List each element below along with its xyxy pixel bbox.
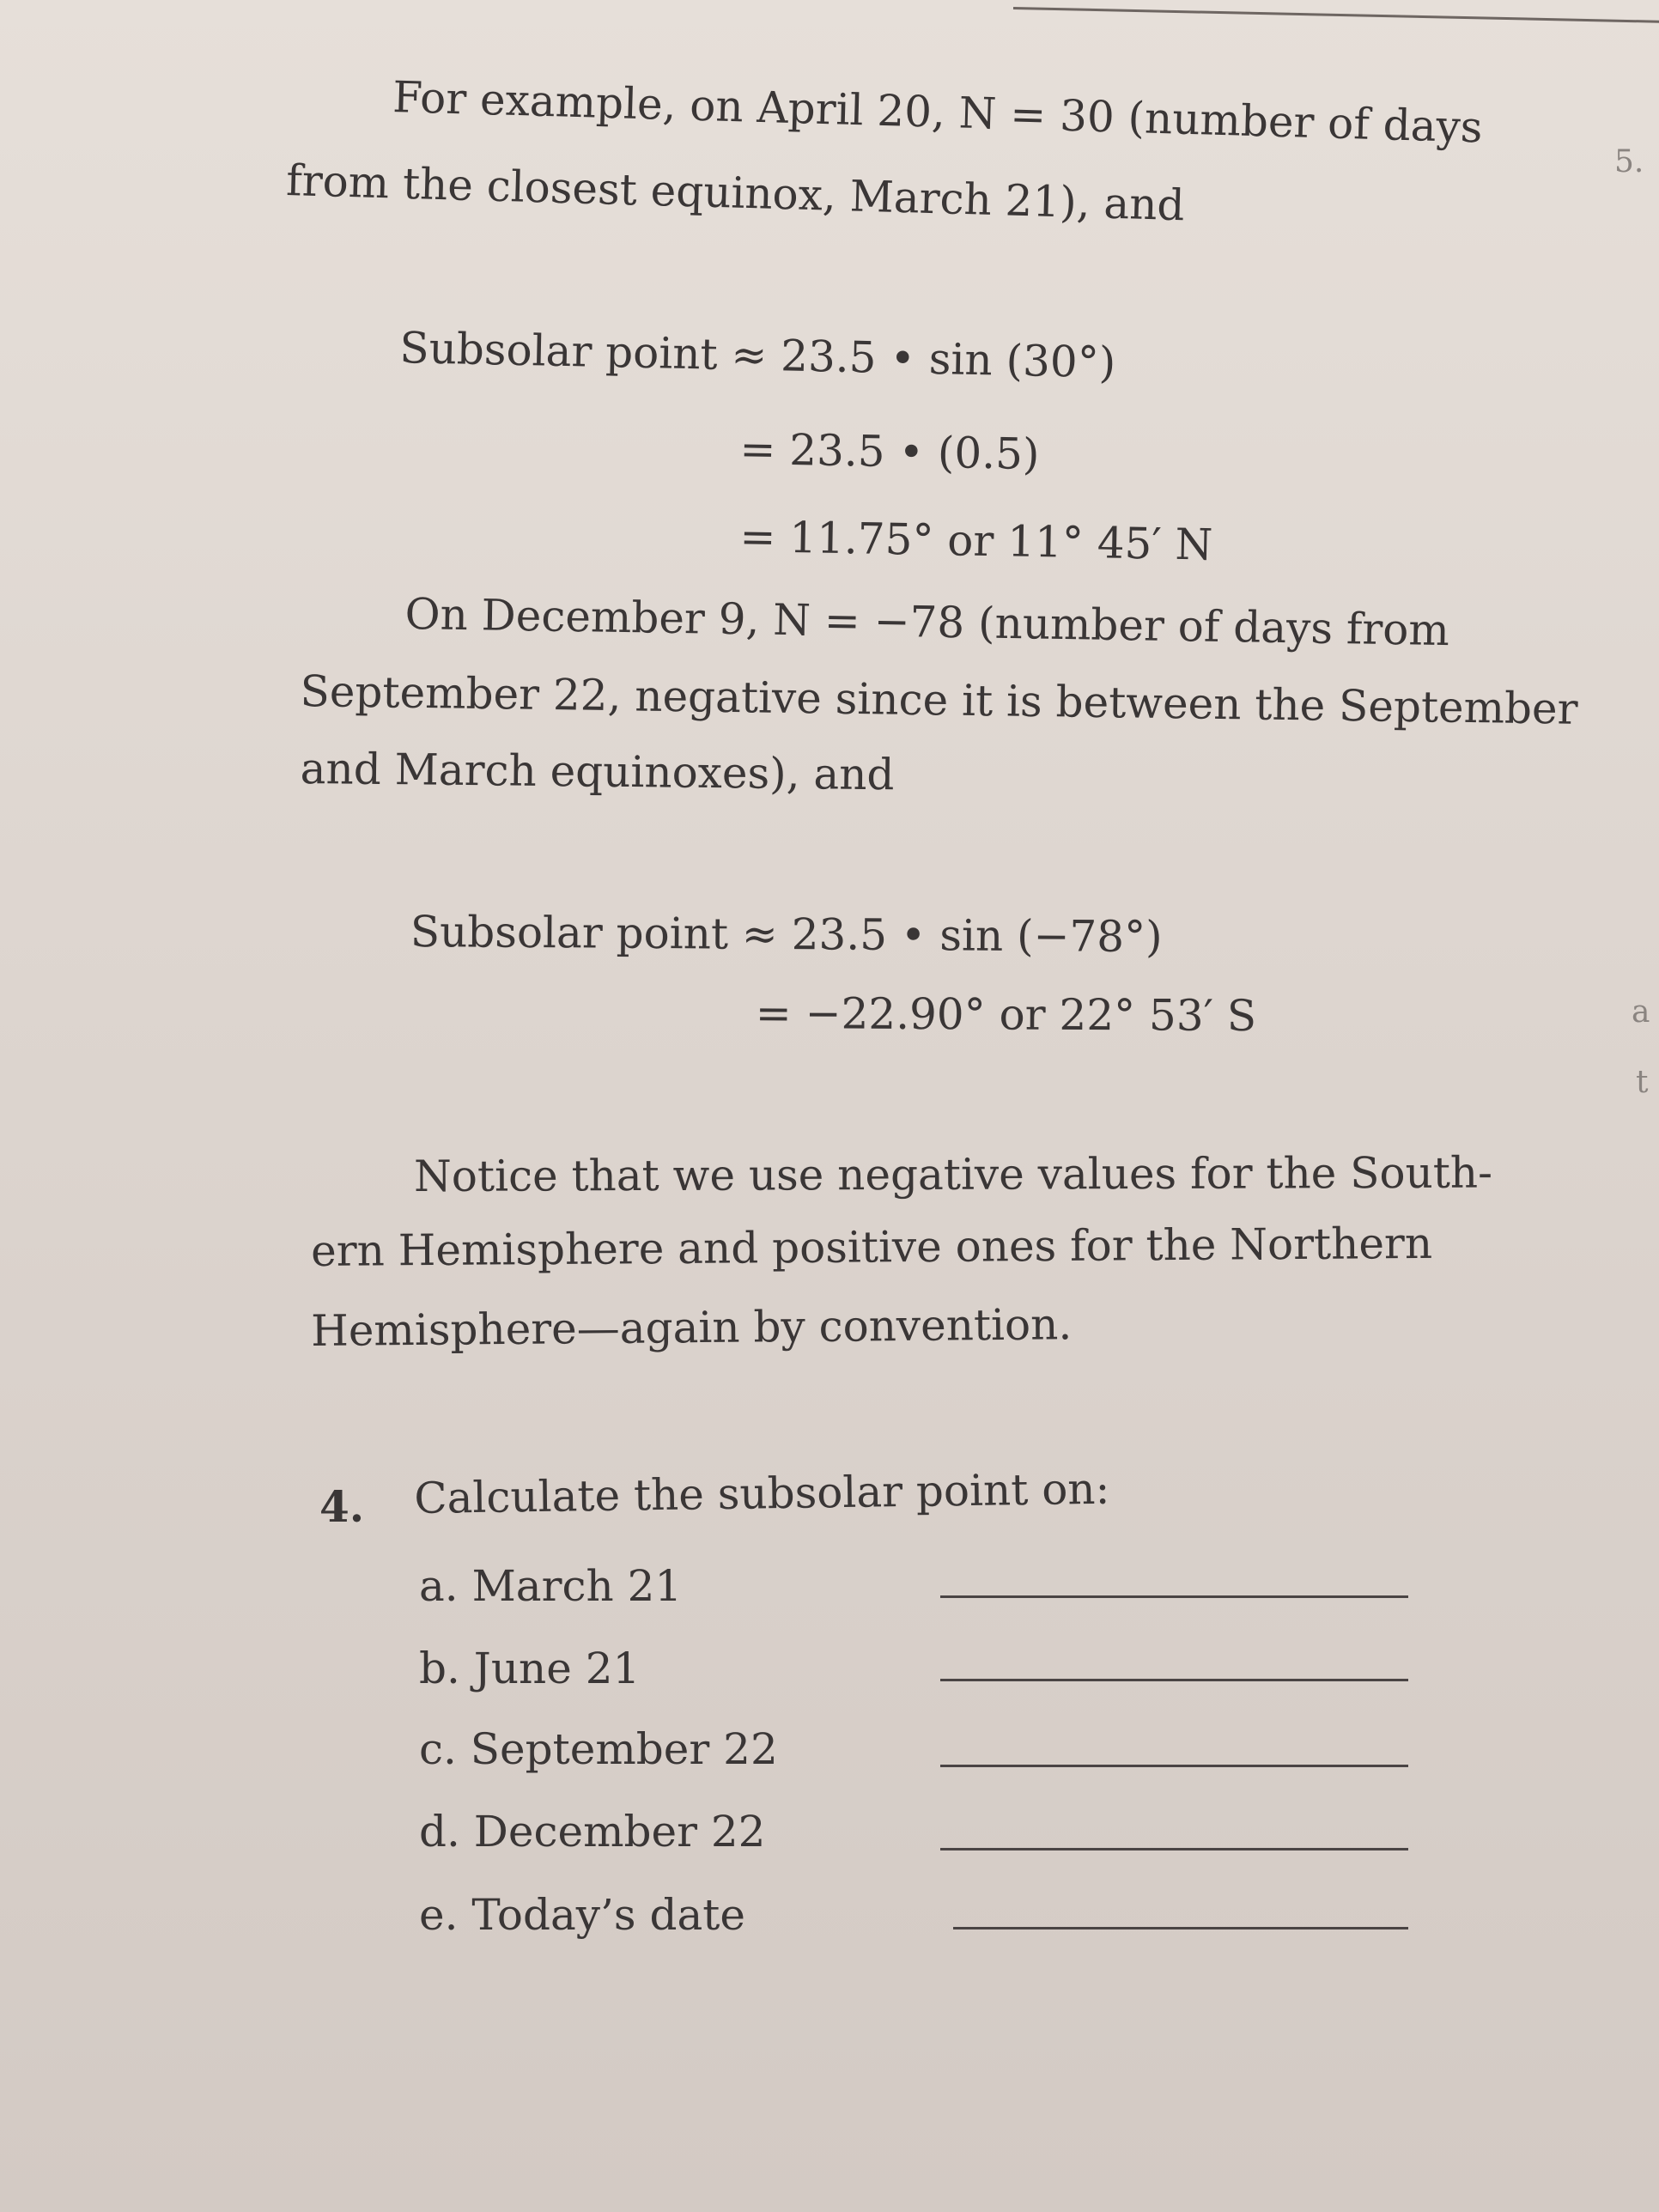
question-item-d: d. December 22 [419,1807,766,1856]
page-edge-line [1013,7,1659,23]
example1-equation-line1: Subsolar point ≈ 23.5 • sin (30°) [398,323,1116,388]
example1-equation-line2: = 23.5 • (0.5) [739,424,1040,480]
margin-number: 5. [1614,144,1644,179]
example1-equation-line3: = 11.75° or 11° 45′ N [739,512,1213,570]
answer-blank-a[interactable] [940,1595,1408,1598]
question-prompt: Calculate the subsolar point on: [413,1463,1110,1523]
answer-blank-e[interactable] [953,1927,1408,1929]
question-item-b: b. June 21 [419,1644,641,1693]
example2-equation-line2: = −22.90° or 22° 53′ S [755,988,1257,1042]
margin-letter-t: t [1636,1065,1649,1100]
answer-blank-d[interactable] [940,1848,1408,1850]
example1-intro-line2: from the closest equinox, March 21), and [285,155,1186,231]
question-item-a: a. March 21 [419,1561,683,1611]
answer-blank-b[interactable] [940,1679,1408,1681]
example1-intro-line1: For example, on April 20, N = 30 (number of days [392,72,1484,153]
notice-line2: ern Hemisphere and positive ones for the Northern [310,1218,1433,1276]
question-number: 4. [319,1481,365,1532]
question-item-c: c. September 22 [419,1724,778,1774]
example2-equation-line1: Subsolar point ≈ 23.5 • sin (−78°) [410,907,1163,963]
example2-intro-line2: September 22, negative since it is between the September [300,666,1578,734]
example2-intro-line1: On December 9, N = −78 (number of days from [404,589,1450,656]
notice-line3: Hemisphere—again by convention. [310,1299,1073,1356]
answer-blank-c[interactable] [940,1765,1408,1767]
example2-intro-line3: and March equinoxes), and [300,744,895,800]
notice-line1: Notice that we use negative values for the South- [413,1147,1493,1201]
question-item-e: e. Today’s date [419,1890,745,1940]
margin-letter-a: a [1632,994,1650,1030]
